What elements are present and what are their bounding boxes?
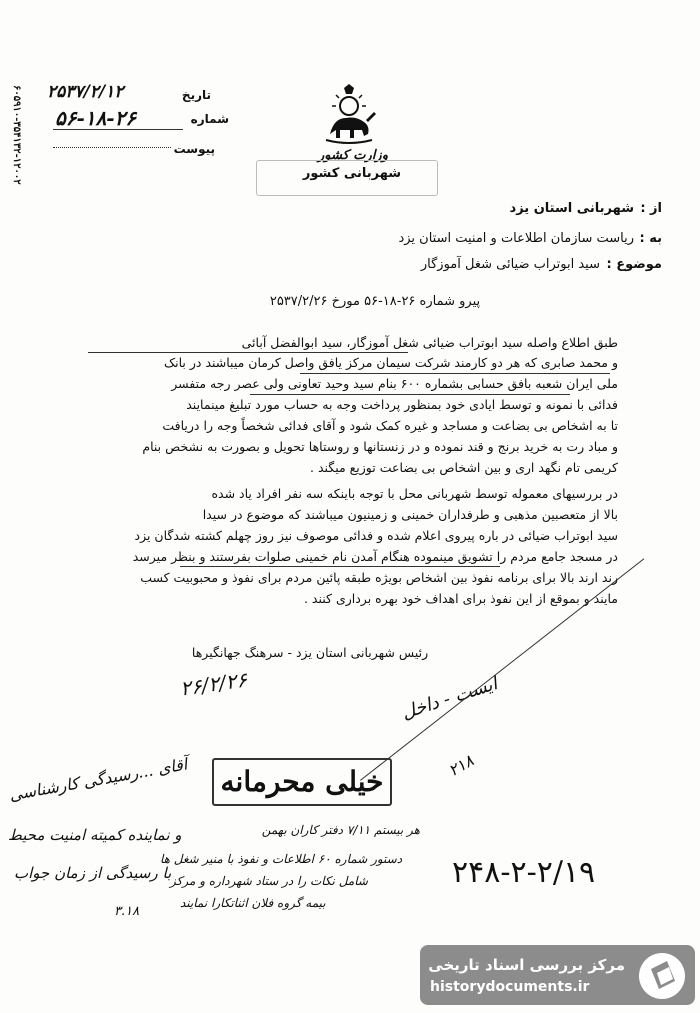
reference-line: پیرو شماره ۲۶-۱۸-۵۶ مورخ ۲۵۳۷/۲/۲۶ <box>269 294 481 309</box>
body-line: در مسجد جامع مردم را تشویق مینموده هنگام آمدن نام خمینی صلوات بفرستند و بنظر میرسد <box>132 549 618 564</box>
note-line: شامل نکات را در ستاد شهرداره و مرکز <box>170 874 368 888</box>
note-line: آقای ...رسیدگی کارشناسی <box>7 754 189 805</box>
date-label: تاریخ <box>181 88 211 102</box>
body-line: سید ابوتراب ضیائی در باره پیروی اعلام شده و فدائی موصوف نیز روز چهلم کشته شدگان یزد <box>134 528 618 543</box>
to-label: به : <box>639 231 662 246</box>
underline-mark <box>180 566 500 567</box>
body-line: طبق اطلاع واصله سید ابوتراب ضیائی شغل آموزگار، سید ابوالفضل آبائی <box>241 335 618 350</box>
site-logo-icon <box>637 951 687 1001</box>
date-value: ۲۵۳۷/۲/۱۲ <box>47 82 124 102</box>
site-url: historydocuments.ir <box>430 979 590 995</box>
from-label: از : <box>640 201 662 216</box>
note-line: با رسیدگی از زمان جواب <box>14 864 172 882</box>
underline-mark <box>300 373 610 374</box>
underline-mark <box>250 394 570 395</box>
body-line: و مباد رت به خرید برنج و قند نموده و در زنستانها و روستاها تحویل و بصورت به نشخص بنام <box>142 439 618 454</box>
side-number: ۲۱۸ <box>444 750 477 781</box>
note-line: ۳.۱۸ <box>114 904 140 919</box>
subject-label: موضوع : <box>606 257 662 272</box>
faint-stamp <box>256 160 438 196</box>
underline-mark <box>88 352 408 353</box>
bottom-date: ۲۴۸-۲-۲/۱۹ <box>452 855 596 890</box>
body-line: رند ارند بالا برای برنامه نفوذ بین اشخاص بویژه طبقه پائین مردم برای نفوذ و محبوبیت کسب <box>140 570 618 585</box>
number-underline <box>53 129 183 130</box>
body-line: در بررسیهای معموله توسط شهربانی محل با توجه باینکه سه نفر افراد یاد شده <box>211 486 618 501</box>
office-title: شهربانی کشور <box>302 166 402 181</box>
archive-note: ایست - داخل <box>399 673 500 724</box>
number-label: شماره <box>190 112 229 126</box>
number-value: ۵۶-۱۸-۲۶ <box>55 106 137 130</box>
body-line: فدائی با نمونه و توسط ایادی خود بمنظور پرداخت وجه به حساب مورد تبلیغ مینمایند <box>186 397 618 412</box>
to-value: ریاست سازمان اطلاعات و امنیت استان یزد <box>398 231 634 246</box>
stamp-subline: هر بیستم ۷/۱۱ دفتر کاران بهمن <box>261 823 420 837</box>
confidential-stamp-text: خیلی محرمانه <box>220 765 384 798</box>
body-line: و محمد صابری که هر دو کارمند شرکت سیمان مرکز یافق واصل کرمان میباشند در بانک <box>163 355 618 370</box>
attachment-underline <box>53 147 171 148</box>
body-line: کریمی تام نگهد اری و بین اشخاص بی بضاعت توزیع میگند . <box>310 460 618 475</box>
note-line: بیمه گروه فلان اثناتکارا نمایند <box>180 896 326 910</box>
body-line: بالا از متعصبین مذهبی و طرفداران خمینی و زمینیون میباشند که موضوع در سیدا <box>202 507 618 522</box>
body-line: تا به اشخاص بی بضاعت و مساجد و غیره کمک شود و آقای فدائی شخصاً وجه را دریافت <box>162 418 618 433</box>
signature: ۲۶/۲/۲۶ <box>178 667 249 701</box>
site-name: مرکز بررسی اسناد تاریخی <box>428 956 625 974</box>
ministry-title: وزارت کشور <box>318 148 388 163</box>
lion-and-sun-emblem-icon <box>318 84 380 146</box>
note-line: دستور شماره ۶۰ اطلاعات و نفوذ با منیر شغل ها <box>160 852 403 866</box>
header-meta <box>45 82 229 162</box>
note-line: و نماینده کمیته امنیت محیط <box>8 826 182 844</box>
site-badge <box>420 945 695 1005</box>
body-line: ملی ایران شعبه بافق حسابی بشماره ۶۰۰ بنام سید وحید تعاونی ولی عصر رجه متفسر <box>171 376 618 391</box>
signatory-title: رئیس شهربانی استان یزد - سرهنگ جهانگیرها <box>191 645 429 660</box>
subject-value: سید ابوتراب ضیائی شغل آموزگار <box>420 257 600 272</box>
attachment-label: پیوست <box>173 142 215 156</box>
body-line: مایند و بموقع از این نفوذ برای اهداف خود بهره برداری کنند . <box>303 591 618 606</box>
margin-note: ۶۰۵۹۱۰-۳۵۴۱۳۲-۱۲۰۰۲ <box>11 85 22 185</box>
from-value: شهربانی استان یزد <box>509 201 634 216</box>
confidential-stamp <box>212 758 392 806</box>
